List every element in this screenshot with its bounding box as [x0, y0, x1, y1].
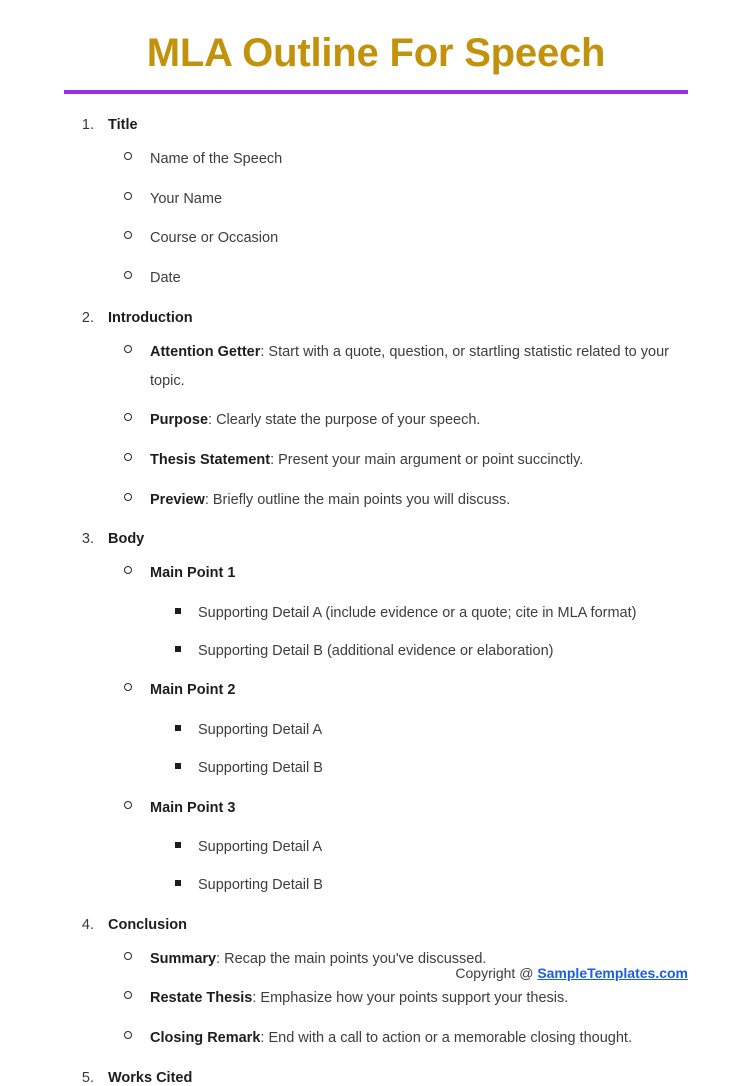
outline-sublist: [64, 145, 688, 293]
square-bullet-icon: [175, 833, 198, 848]
outline-subitem: [64, 264, 688, 293]
outline-subitem-lead: Main Point 2: [150, 682, 236, 699]
outline-subitem-text: [150, 264, 688, 293]
square-bullet-icon: [175, 599, 198, 614]
outline-subitem-text: [150, 559, 688, 588]
outline-section-header: [64, 917, 688, 933]
outline-subitem-text: [150, 794, 688, 823]
outline-section-label: Body: [108, 531, 145, 548]
outline-subitem-lead: Preview: [150, 491, 205, 508]
outline-detail-text: Supporting Detail A (include evidence or a quote; cite in MLA format): [198, 605, 637, 622]
outline-section-number: 4.: [81, 916, 94, 933]
outline-section-label: Title: [108, 117, 138, 133]
outline-section: [64, 917, 688, 1053]
outline-subitem-body: Date: [150, 270, 181, 287]
outline-section-number: 3.: [81, 531, 94, 548]
circle-bullet-icon: [124, 145, 150, 160]
outline-subitem-lead: Attention Getter: [150, 343, 261, 360]
outline-subitem-text: [150, 185, 688, 214]
outline-subitem: [64, 338, 688, 395]
outline-subitem-lead: Main Point 3: [150, 799, 236, 816]
outline-subitem: [64, 1024, 688, 1053]
outline-subitem-lead: Thesis Statement: [150, 451, 271, 468]
outline-subitem: [64, 406, 688, 435]
outline-subitem: [64, 224, 688, 253]
outline-subitem-text: [150, 1024, 688, 1053]
footer: [455, 965, 688, 981]
circle-bullet-icon: [124, 338, 150, 353]
circle-bullet-icon: [124, 559, 150, 574]
outline-subitem-body: : End with a call to action or a memorable closing thought.: [260, 1030, 632, 1047]
outline-subitem: [64, 145, 688, 174]
circle-bullet-icon: [124, 406, 150, 421]
outline-section-label: Conclusion: [108, 916, 187, 933]
square-bullet-icon: [175, 871, 198, 886]
title-block: [64, 0, 688, 94]
outline-subitem-text: [150, 145, 688, 174]
outline-subitem-body: Your Name: [150, 190, 223, 207]
outline-subitem-lead: Purpose: [150, 412, 209, 429]
outline-subitem: [64, 486, 688, 515]
outline-subitem-lead: Closing Remark: [150, 1030, 261, 1047]
outline-section: [64, 117, 688, 293]
outline-subitem-text: [150, 486, 688, 515]
outline-section-number: 5.: [81, 1069, 94, 1086]
outline-detail-item: [64, 833, 688, 862]
outline-detail-item: [64, 871, 688, 900]
outline-detail-list: [64, 599, 688, 665]
outline-subitem-text: [150, 406, 688, 435]
outline-section: [64, 310, 688, 515]
circle-bullet-icon: [124, 984, 150, 999]
circle-bullet-icon: [124, 264, 150, 279]
outline-subitem-text: [150, 446, 688, 475]
outline-subitem: [64, 446, 688, 475]
outline-detail-text: Supporting Detail B (additional evidence or elaboration): [198, 642, 554, 659]
circle-bullet-icon: [124, 486, 150, 501]
outline-list: [64, 117, 688, 1086]
outline-subitem: [64, 185, 688, 214]
outline-subitem-body: : Start with a quote, question, or startling statistic related to your topic.: [150, 343, 669, 389]
circle-bullet-icon: [124, 676, 150, 691]
outline-detail-text: Supporting Detail B: [198, 876, 323, 893]
outline-sublist: [64, 559, 688, 899]
outline-subitem: [64, 559, 688, 665]
outline-subitem: [64, 676, 688, 782]
outline-subitem-text: [150, 676, 688, 705]
square-bullet-icon: [175, 754, 198, 769]
circle-bullet-icon: [124, 224, 150, 239]
outline-detail-item: [64, 599, 688, 628]
outline-detail-text: Supporting Detail A: [198, 839, 323, 856]
square-bullet-icon: [175, 637, 198, 652]
outline-detail-item: [64, 716, 688, 745]
outline-subitem-text: [150, 338, 688, 395]
outline-detail-text: Supporting Detail A: [198, 722, 323, 739]
outline-detail-text: Supporting Detail B: [198, 759, 323, 776]
circle-bullet-icon: [124, 185, 150, 200]
circle-bullet-icon: [124, 794, 150, 809]
copyright-text: Copyright @: [455, 965, 538, 981]
outline-section-number: 1.: [81, 117, 94, 133]
outline-detail-item: [64, 754, 688, 783]
square-bullet-icon: [175, 716, 198, 731]
outline-section-number: 2.: [81, 309, 94, 326]
outline-sublist: [64, 338, 688, 515]
circle-bullet-icon: [124, 945, 150, 960]
outline-section-header: [64, 117, 688, 133]
outline-subitem-text: [150, 224, 688, 253]
title-divider: [64, 90, 688, 94]
outline-subitem-lead: Main Point 1: [150, 565, 236, 582]
outline-subitem-body: Course or Occasion: [150, 230, 279, 247]
outline-section-label: Works Cited: [108, 1069, 193, 1086]
outline-subitem-body: Name of the Speech: [150, 151, 283, 167]
outline-subitem-body: : Clearly state the purpose of your speech.: [208, 412, 481, 429]
page-title: MLA Outline For Speech: [146, 31, 606, 75]
outline-subitem-body: : Emphasize how your points support your thesis.: [252, 990, 569, 1007]
circle-bullet-icon: [124, 446, 150, 461]
outline-section: [64, 1070, 688, 1086]
outline-section-label: Introduction: [108, 309, 193, 326]
outline-subitem: [64, 794, 688, 900]
outline-section: [64, 531, 688, 899]
outline-subitem-body: : Briefly outline the main points you will discuss.: [204, 491, 511, 508]
outline-section-header: [64, 310, 688, 326]
outline-section-header: [64, 531, 688, 547]
outline-subitem-lead: Summary: [150, 950, 217, 967]
sample-templates-link[interactable]: SampleTemplates.com: [537, 965, 688, 981]
outline-subitem-body: : Present your main argument or point succinctly.: [270, 451, 584, 468]
outline-detail-list: [64, 833, 688, 899]
outline-detail-list: [64, 716, 688, 782]
outline-subitem-body: : Recap the main points you've discussed.: [216, 950, 487, 967]
circle-bullet-icon: [124, 1024, 150, 1039]
outline-subitem-lead: Restate Thesis: [150, 990, 253, 1007]
outline-section-header: [64, 1070, 688, 1086]
outline-detail-item: [64, 637, 688, 666]
